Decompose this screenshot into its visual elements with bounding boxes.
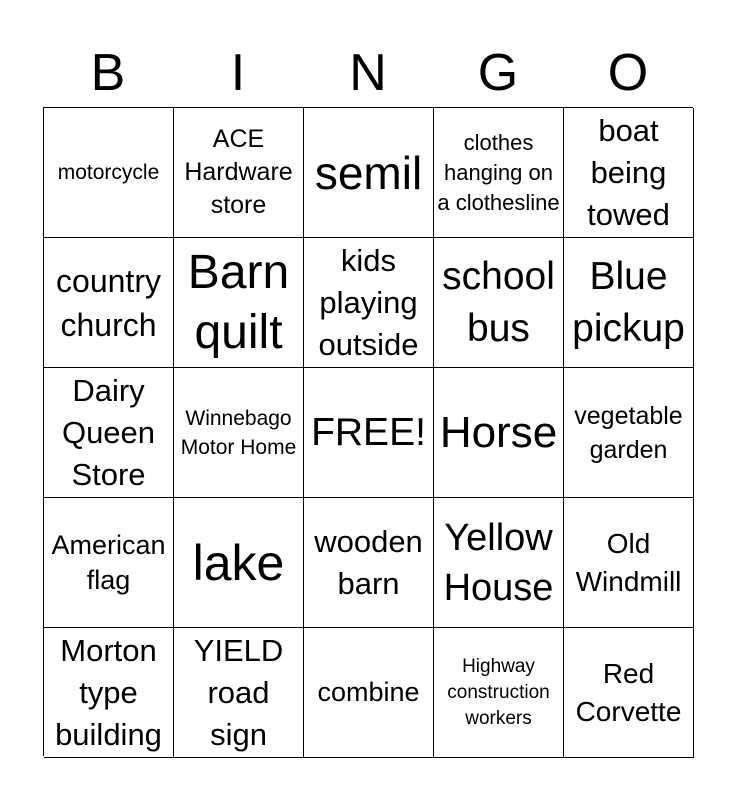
bingo-cell[interactable] bbox=[174, 368, 304, 498]
cell-label: country church bbox=[56, 262, 161, 343]
bingo-cell[interactable] bbox=[304, 108, 434, 238]
bingo-cell[interactable] bbox=[174, 238, 304, 368]
cell-label: wooden barn bbox=[314, 523, 423, 601]
cell-label: clothes hanging on a clothesline bbox=[437, 129, 560, 215]
bingo-cell[interactable] bbox=[174, 628, 304, 758]
bingo-cell[interactable] bbox=[564, 368, 694, 498]
bingo-cell[interactable] bbox=[304, 238, 434, 368]
cell-label: semil bbox=[314, 146, 423, 199]
bingo-cell[interactable] bbox=[434, 238, 564, 368]
bingo-cell[interactable] bbox=[434, 108, 564, 238]
bingo-header bbox=[43, 40, 693, 106]
cell-label: school bus bbox=[442, 254, 555, 350]
bingo-grid bbox=[43, 107, 693, 756]
bingo-cell[interactable] bbox=[564, 498, 694, 628]
bingo-cell[interactable] bbox=[44, 108, 174, 238]
bingo-cell[interactable] bbox=[44, 368, 174, 498]
cell-label: Red Corvette bbox=[575, 657, 682, 727]
cell-label: Morton type building bbox=[55, 632, 162, 752]
bingo-cell[interactable] bbox=[44, 628, 174, 758]
bingo-cell[interactable] bbox=[564, 628, 694, 758]
bingo-cell[interactable] bbox=[174, 108, 304, 238]
cell-label: Highway construction workers bbox=[447, 655, 550, 729]
cell-label: Old Windmill bbox=[575, 527, 682, 597]
bingo-cell[interactable] bbox=[434, 368, 564, 498]
header-letter-i: I bbox=[230, 44, 246, 102]
cell-label: boat being towed bbox=[587, 112, 670, 232]
cell-label: Yellow House bbox=[443, 516, 554, 609]
bingo-cell[interactable] bbox=[304, 368, 434, 498]
cell-label: combine bbox=[317, 677, 420, 707]
cell-label: motorcycle bbox=[57, 161, 160, 184]
cell-label: lake bbox=[192, 534, 285, 591]
cell-label: kids playing outside bbox=[318, 242, 419, 362]
bingo-cell[interactable] bbox=[434, 628, 564, 758]
cell-label: Dairy Queen Store bbox=[61, 372, 156, 492]
bingo-cell[interactable] bbox=[564, 108, 694, 238]
bingo-cell[interactable] bbox=[174, 498, 304, 628]
header-letter-n: N bbox=[349, 44, 387, 102]
bingo-cell[interactable] bbox=[304, 628, 434, 758]
bingo-cell[interactable] bbox=[434, 498, 564, 628]
header-letter-g: G bbox=[477, 44, 519, 102]
cell-label: YIELD road sign bbox=[193, 632, 284, 752]
bingo-cell[interactable] bbox=[44, 238, 174, 368]
bingo-cell[interactable] bbox=[564, 238, 694, 368]
header-letter-b: B bbox=[90, 44, 126, 102]
cell-label: vegetable garden bbox=[574, 401, 683, 464]
bingo-cell[interactable] bbox=[304, 498, 434, 628]
bingo-cell[interactable] bbox=[44, 498, 174, 628]
cell-label: Blue pickup bbox=[572, 254, 685, 350]
cell-label: Barn quilt bbox=[187, 245, 290, 359]
cell-label: Horse bbox=[439, 407, 558, 457]
cell-label: American flag bbox=[51, 529, 166, 595]
cell-label: FREE! bbox=[311, 410, 426, 454]
cell-label: ACE Hardware store bbox=[184, 125, 293, 219]
header-letter-o: O bbox=[607, 44, 649, 102]
cell-label: Winnebago Motor Home bbox=[180, 406, 297, 459]
